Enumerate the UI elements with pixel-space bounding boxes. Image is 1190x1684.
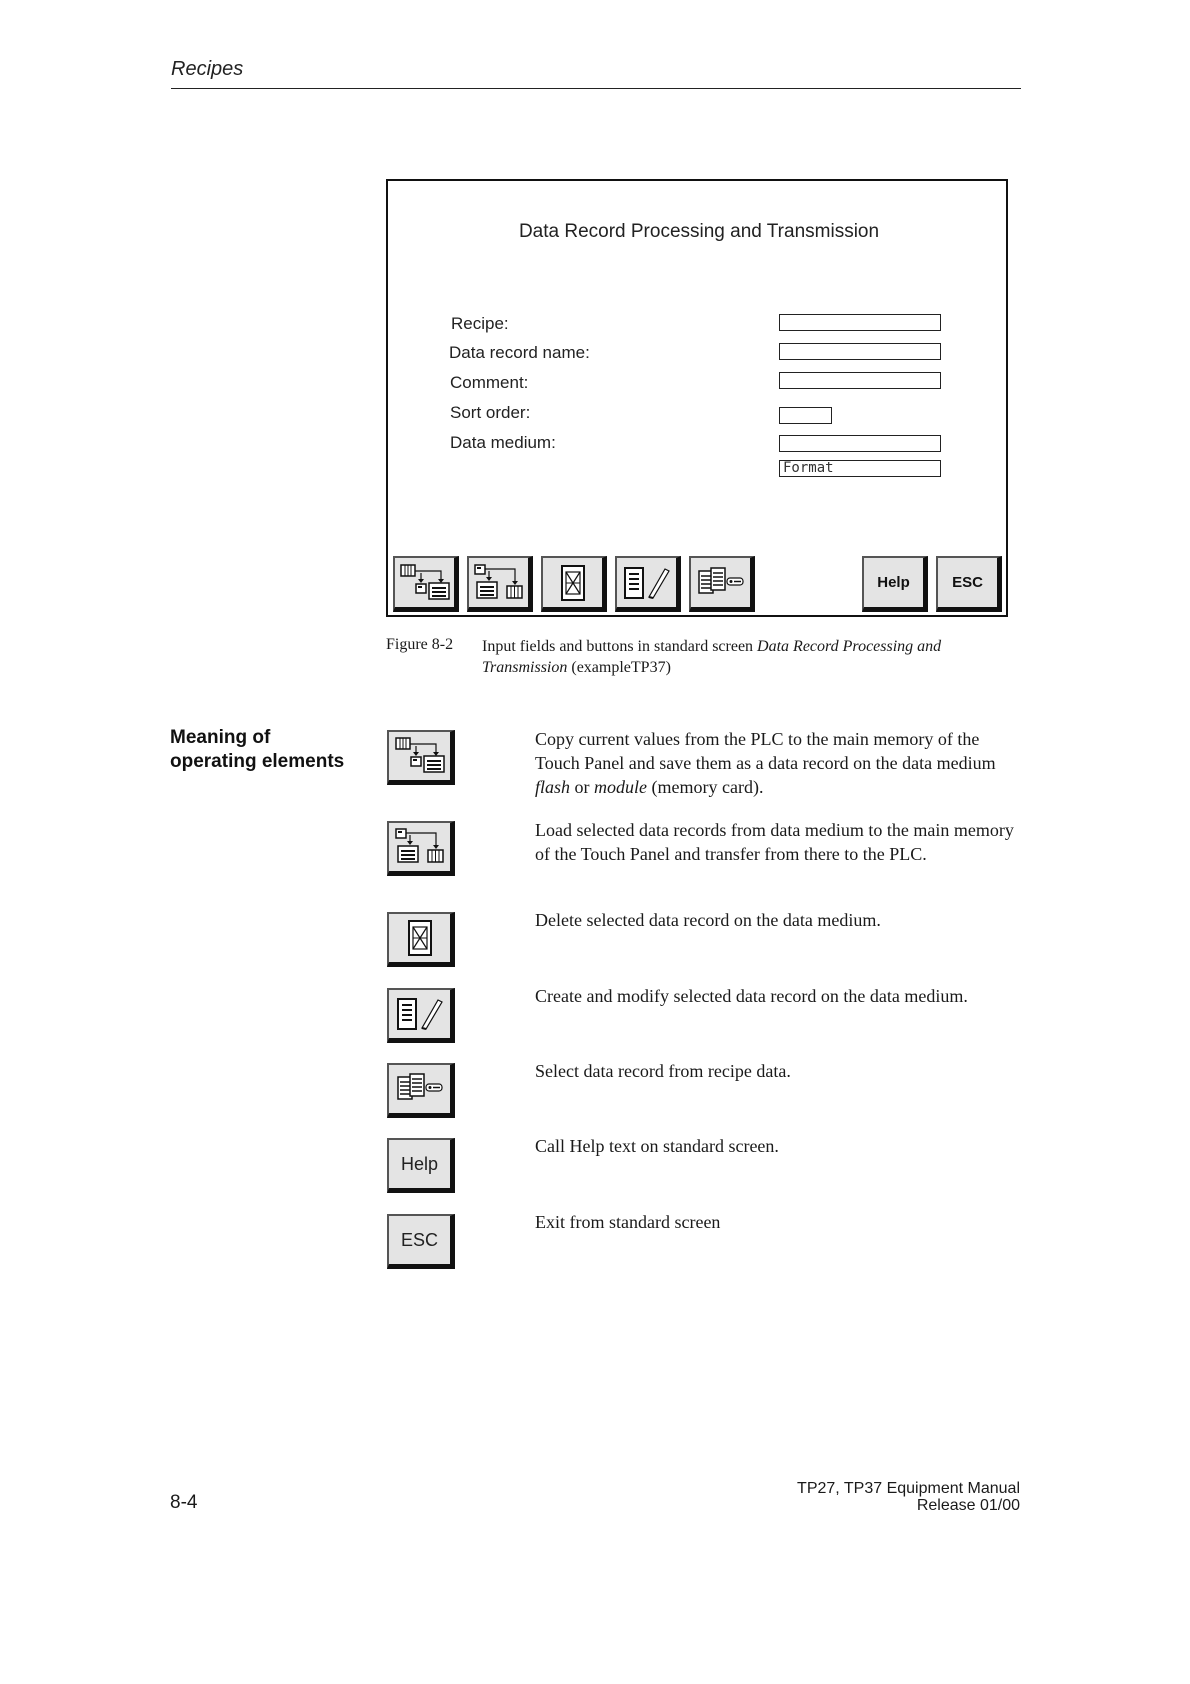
edit-record-button[interactable] [615,556,681,612]
data-medium-field[interactable] [779,435,941,452]
select-record-icon [392,1067,448,1111]
standard-screen-panel [386,179,1008,617]
edit-record-icon [619,561,675,605]
recipe-label: Recipe: [451,314,509,333]
load-record-to-plc-button[interactable] [467,556,533,612]
format-field[interactable]: Format [779,460,941,477]
copy-plc-to-record-icon [397,561,453,605]
copy-plc-to-record-button[interactable] [393,556,459,612]
legend-select-button [387,1063,455,1118]
legend-copy-desc: Copy current values from the PLC to the main memory of the Touch Panel and save them as a data record on the data medium flash or module (memory card). [535,729,996,797]
legend-load-desc: Load selected data records from data medium to the main memory of the Touch Panel and transfer from there to the PLC. [535,820,1014,864]
sort-order-field[interactable] [779,407,832,424]
header-rule [171,88,1021,89]
legend-delete-desc: Delete selected data record on the data medium. [535,910,881,930]
sort-order-label: Sort order: [450,403,531,422]
edit-record-icon [392,992,448,1036]
data-record-name-label: Data record name: [449,343,590,362]
load-record-to-plc-icon [471,561,527,605]
esc-button[interactable]: ESC [936,556,1002,612]
delete-record-icon [545,561,601,605]
select-record-icon [693,561,749,605]
legend-edit-button [387,988,455,1043]
load-record-to-plc-icon [392,825,448,869]
delete-record-icon [392,916,448,960]
comment-field[interactable] [779,372,941,389]
page-number: 8-4 [170,1492,198,1513]
comment-label: Comment: [450,373,529,392]
header-title: Recipes [171,58,244,80]
legend-edit-desc: Create and modify selected data record on the data medium. [535,986,968,1006]
help-button[interactable]: Help [862,556,928,612]
figure-caption: Input fields and buttons in standard screen Data Record Processing and Transmission (exampleTP37) [482,638,942,676]
footer-manual-info [797,1480,1020,1514]
legend-esc-desc: Exit from standard screen [535,1212,721,1232]
copy-plc-to-record-icon [392,734,448,778]
legend-help-button: Help [387,1138,455,1193]
delete-record-button[interactable] [541,556,607,612]
legend-heading: Meaning of operating elements [170,727,345,772]
legend-load-button [387,821,455,876]
release-info: Release 01/00 [916,1497,1020,1514]
data-record-name-field[interactable] [779,343,941,360]
manual-title: TP27, TP37 Equipment Manual [797,1480,1020,1497]
data-medium-label: Data medium: [450,433,556,452]
screen-title: Data Record Processing and Transmission [518,221,880,242]
legend-delete-button [387,912,455,967]
legend-select-desc: Select data record from recipe data. [535,1061,791,1081]
legend-esc-button: ESC [387,1214,455,1269]
legend-copy-button [387,730,455,785]
legend-help-desc: Call Help text on standard screen. [535,1136,779,1156]
recipe-field[interactable] [779,314,941,331]
figure-number: Figure 8-2 [386,636,454,653]
select-record-button[interactable] [689,556,755,612]
